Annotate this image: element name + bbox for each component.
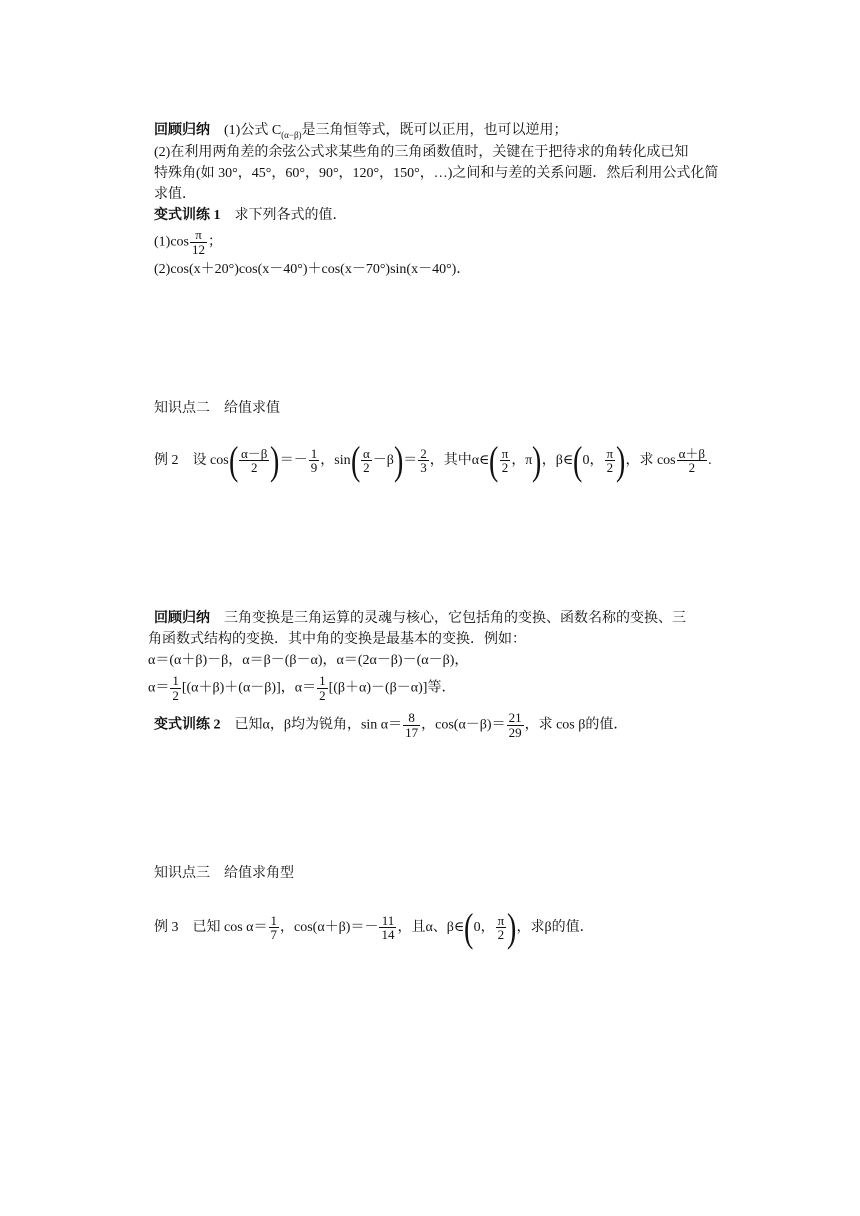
fraction-numerator: π <box>501 445 509 461</box>
example3-text: 0， <box>473 920 495 935</box>
variant1-line <box>154 206 347 226</box>
review1-line2: (2)在利用两角差的余弦公式求某些角的三角函数值时，关键在于把待求的角转化成已知 <box>154 145 689 160</box>
example2-text: 0， <box>582 453 604 468</box>
review2-text: [(α＋β)＋(α－β)]，α＝ <box>181 680 317 696</box>
fraction-denominator: 9 <box>310 460 318 476</box>
fraction-denominator: 29 <box>508 724 522 740</box>
fraction-numerator: 8 <box>408 710 415 725</box>
fraction <box>507 711 524 739</box>
fraction-numerator: 1 <box>172 673 179 688</box>
variant2-heading: 变式训练 2 <box>154 717 221 733</box>
review1-heading: 回顾归纳 <box>154 123 210 138</box>
fraction <box>309 447 320 475</box>
fraction-denominator: 2 <box>606 460 614 476</box>
fraction <box>361 447 372 475</box>
review2-heading: 回顾归纳 <box>154 611 210 626</box>
fraction-denominator: 14 <box>381 927 395 943</box>
paren-right: ) <box>393 437 404 483</box>
paren-left: ( <box>228 437 239 483</box>
fraction-numerator: π <box>606 445 614 461</box>
variant1-item1-end: ； <box>208 234 222 250</box>
fraction <box>496 914 507 942</box>
review1-line4: 求值． <box>154 187 196 202</box>
example2-text: ，π <box>511 453 533 468</box>
fraction-numerator: 2 <box>420 445 427 461</box>
fraction-denominator: 2 <box>688 460 696 476</box>
variant2-text: ，cos(α－β)＝ <box>421 717 506 733</box>
fraction-numerator: α＋β <box>678 445 706 461</box>
variant2-text: 已知α，β均为锐角，sin α＝ <box>234 717 403 733</box>
paren-left: ( <box>489 437 499 483</box>
example2-text: ，sin <box>320 453 351 468</box>
review2-text: 三角变换是三角运算的灵魂与核心，它包括角的变换、函数名称的变换、三 <box>224 611 686 626</box>
example3-line <box>154 906 594 950</box>
fraction <box>403 711 420 739</box>
variant1-prompt: 求下列各式的值． <box>234 208 347 223</box>
fraction-numerator: 1 <box>270 912 277 928</box>
fraction-numerator: 11 <box>381 912 395 928</box>
fraction-denominator: 2 <box>497 927 505 943</box>
variant2-line <box>154 711 627 739</box>
fraction <box>317 674 328 702</box>
fraction-numerator: 1 <box>319 673 326 688</box>
fraction-denominator: 2 <box>363 460 370 476</box>
review2-text: [(β＋α)－(β－α)]等． <box>328 680 456 696</box>
fraction-denominator: 2 <box>250 460 258 476</box>
fraction-numerator: π <box>195 227 202 242</box>
fraction-denominator: 2 <box>319 687 326 703</box>
fraction-numerator: α－β <box>241 445 268 461</box>
example2-text: －β <box>372 453 394 468</box>
fraction <box>677 447 707 475</box>
example2-text: ，其中α∈ <box>429 453 490 468</box>
example2-text: 设 cos <box>192 453 229 468</box>
review2-text: α＝ <box>148 680 170 696</box>
example3-text: ，cos(α＋β)＝－ <box>280 920 379 935</box>
example3-label: 例 3 <box>154 920 179 935</box>
fraction <box>190 228 207 256</box>
paren-left: ( <box>464 904 474 950</box>
fraction <box>418 447 429 475</box>
example2-label: 例 2 <box>154 453 179 468</box>
paren-right: ) <box>270 437 280 483</box>
fraction <box>500 447 511 475</box>
fraction <box>605 447 616 475</box>
example2-text: ，求 cos <box>625 453 676 468</box>
example2-text: ＝ <box>403 453 418 468</box>
fraction-denominator: 2 <box>501 460 509 476</box>
variant2-text: ，求 cos β的值． <box>524 717 628 733</box>
section2-title: 知识点二 给值求值 <box>154 401 280 416</box>
paren-right: ) <box>507 904 517 950</box>
variant1-item2: (2)cos(x＋20°)cos(x－40°)＋cos(x－70°)sin(x－40°)． <box>154 262 471 277</box>
fraction-denominator: 17 <box>405 724 419 740</box>
paren-left: ( <box>573 437 583 483</box>
fraction-numerator: 1 <box>310 445 318 461</box>
review2-line4 <box>148 674 455 702</box>
review1-line1-b: 是三角恒等式，既可以正用，也可以逆用； <box>301 123 568 138</box>
review2-line3: α＝(α＋β)－β，α＝β－(β－α)，α＝(2α－β)－(α－β)， <box>148 653 469 668</box>
variant1-item1-text: (1)cos <box>154 234 189 250</box>
example3-text: ，求β的值． <box>516 920 594 935</box>
fraction-denominator: 7 <box>270 927 277 943</box>
review1-line1-a: (1)公式 C <box>224 123 282 138</box>
fraction <box>170 674 181 702</box>
example3-text: 已知 cos α＝ <box>192 920 268 935</box>
fraction <box>269 914 280 942</box>
fraction-numerator: α <box>362 445 370 461</box>
example2-line <box>154 439 712 483</box>
example2-text: ＝－ <box>279 453 308 468</box>
fraction <box>379 914 396 942</box>
paren-right: ) <box>616 437 626 483</box>
example2-text: ，β∈ <box>541 453 574 468</box>
review2-line1 <box>154 609 686 629</box>
fraction-denominator: 12 <box>192 241 205 257</box>
section3-title: 知识点三 给值求角型 <box>154 866 294 881</box>
paren-right: ) <box>532 437 542 483</box>
review2-line2: 角函数式结构的变换．其中角的变换是最基本的变换．例如： <box>148 632 526 647</box>
variant1-heading: 变式训练 1 <box>154 208 221 223</box>
fraction <box>239 447 269 475</box>
example3-text: ，且α、β∈ <box>397 920 465 935</box>
fraction-denominator: 3 <box>420 460 427 476</box>
variant1-item1 <box>154 228 222 256</box>
review1-line1-sub: (α−β) <box>281 129 302 140</box>
review1-line1 <box>154 121 568 145</box>
fraction-numerator: 21 <box>508 710 522 725</box>
paren-left: ( <box>350 437 360 483</box>
example2-text: . <box>708 453 712 468</box>
fraction-numerator: π <box>497 912 505 928</box>
review1-line3: 特殊角(如 30°，45°，60°，90°，120°，150°，…)之间和与差的关系问题．然后利用公式化简 <box>154 166 719 181</box>
fraction-denominator: 2 <box>172 687 179 703</box>
